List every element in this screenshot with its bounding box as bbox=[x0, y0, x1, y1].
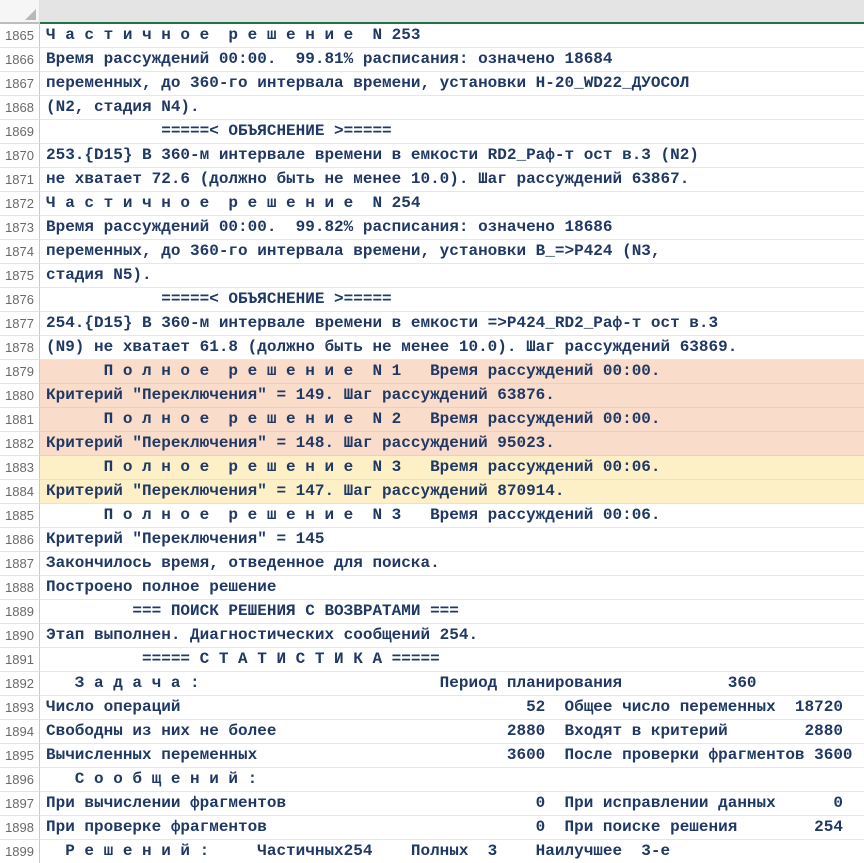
sheet-row bbox=[0, 240, 864, 264]
sheet-row bbox=[0, 456, 864, 480]
sheet-row bbox=[0, 480, 864, 504]
row-number[interactable]: 1869 bbox=[0, 120, 40, 144]
sheet-row bbox=[0, 552, 864, 576]
row-cell[interactable]: Критерий "Переключения" = 148. Шаг рассуждений 95023. bbox=[40, 432, 864, 456]
row-cell[interactable]: Ч а с т и ч н о е р е ш е н и е N 254 bbox=[40, 192, 864, 216]
row-number[interactable]: 1865 bbox=[0, 24, 40, 48]
sheet-row bbox=[0, 24, 864, 48]
sheet-row bbox=[0, 576, 864, 600]
row-number[interactable]: 1897 bbox=[0, 792, 40, 816]
sheet-row bbox=[0, 96, 864, 120]
row-cell[interactable]: З а д а ч а : Период планирования 360 bbox=[40, 672, 864, 696]
row-number[interactable]: 1872 bbox=[0, 192, 40, 216]
row-cell[interactable]: Критерий "Переключения" = 145 bbox=[40, 528, 864, 552]
row-cell[interactable]: Свободны из них не более 2880 Входят в критерий 2880 bbox=[40, 720, 864, 744]
sheet-header bbox=[0, 0, 864, 24]
row-number[interactable]: 1890 bbox=[0, 624, 40, 648]
row-number[interactable]: 1882 bbox=[0, 432, 40, 456]
row-cell[interactable]: Критерий "Переключения" = 149. Шаг рассуждений 63876. bbox=[40, 384, 864, 408]
row-cell[interactable]: переменных, до 360-го интервала времени, установки В_=>P424 (N3, bbox=[40, 240, 864, 264]
row-number[interactable]: 1884 bbox=[0, 480, 40, 504]
row-cell[interactable]: П о л н о е р е ш е н и е N 1 Время рассуждений 00:00. bbox=[40, 360, 864, 384]
select-all-triangle-icon bbox=[25, 9, 36, 20]
sheet-row bbox=[0, 264, 864, 288]
row-number[interactable]: 1880 bbox=[0, 384, 40, 408]
sheet-row bbox=[0, 768, 864, 792]
row-number[interactable]: 1881 bbox=[0, 408, 40, 432]
row-number[interactable]: 1887 bbox=[0, 552, 40, 576]
sheet-row bbox=[0, 144, 864, 168]
row-cell[interactable]: П о л н о е р е ш е н и е N 3 Время рассуждений 00:06. bbox=[40, 456, 864, 480]
row-number[interactable]: 1875 bbox=[0, 264, 40, 288]
row-number[interactable]: 1886 bbox=[0, 528, 40, 552]
row-cell[interactable]: Р е ш е н и й : Частичных254 Полных 3 Наилучшее 3-е bbox=[40, 840, 864, 863]
row-number[interactable]: 1885 bbox=[0, 504, 40, 528]
row-number[interactable]: 1873 bbox=[0, 216, 40, 240]
sheet-row bbox=[0, 696, 864, 720]
sheet-row bbox=[0, 72, 864, 96]
sheet-row bbox=[0, 600, 864, 624]
sheet-row bbox=[0, 720, 864, 744]
row-number[interactable]: 1883 bbox=[0, 456, 40, 480]
row-cell[interactable]: ===== С Т А Т И С Т И К А ===== bbox=[40, 648, 864, 672]
row-cell[interactable]: Этап выполнен. Диагностических сообщений 254. bbox=[40, 624, 864, 648]
row-number[interactable]: 1877 bbox=[0, 312, 40, 336]
row-cell[interactable]: Число операций 52 Общее число переменных 18720 bbox=[40, 696, 864, 720]
row-number[interactable]: 1899 bbox=[0, 840, 40, 863]
sheet-row bbox=[0, 744, 864, 768]
row-cell[interactable]: не хватает 72.6 (должно быть не менее 10.0). Шаг рассуждений 63867. bbox=[40, 168, 864, 192]
row-number[interactable]: 1889 bbox=[0, 600, 40, 624]
row-cell[interactable]: 254.{D15} В 360-м интервале времени в емкости =>P424_RD2_Раф-т ост в.3 bbox=[40, 312, 864, 336]
row-number[interactable]: 1891 bbox=[0, 648, 40, 672]
row-cell[interactable]: переменных, до 360-го интервала времени, установки Н-20_WD22_ДУОСОЛ bbox=[40, 72, 864, 96]
sheet-row bbox=[0, 48, 864, 72]
row-number[interactable]: 1874 bbox=[0, 240, 40, 264]
row-cell[interactable]: П о л н о е р е ш е н и е N 3 Время рассуждений 00:06. bbox=[40, 504, 864, 528]
row-cell[interactable]: 253.{D15} В 360-м интервале времени в емкости RD2_Раф-т ост в.3 (N2) bbox=[40, 144, 864, 168]
sheet-row bbox=[0, 336, 864, 360]
sheet-row bbox=[0, 216, 864, 240]
row-cell[interactable]: Закончилось время, отведенное для поиска. bbox=[40, 552, 864, 576]
sheet-row bbox=[0, 672, 864, 696]
row-number[interactable]: 1867 bbox=[0, 72, 40, 96]
select-all-corner[interactable] bbox=[0, 0, 40, 24]
row-number[interactable]: 1879 bbox=[0, 360, 40, 384]
sheet-row bbox=[0, 120, 864, 144]
row-number[interactable]: 1888 bbox=[0, 576, 40, 600]
sheet-row bbox=[0, 288, 864, 312]
sheet-row bbox=[0, 840, 864, 863]
row-cell[interactable]: Критерий "Переключения" = 147. Шаг рассуждений 870914. bbox=[40, 480, 864, 504]
row-cell[interactable]: При вычислении фрагментов 0 При исправлении данных 0 bbox=[40, 792, 864, 816]
sheet-row bbox=[0, 648, 864, 672]
row-cell[interactable]: П о л н о е р е ш е н и е N 2 Время рассуждений 00:00. bbox=[40, 408, 864, 432]
sheet-row bbox=[0, 360, 864, 384]
sheet-row bbox=[0, 816, 864, 840]
row-cell[interactable]: стадия N5). bbox=[40, 264, 864, 288]
row-number[interactable]: 1871 bbox=[0, 168, 40, 192]
sheet-row bbox=[0, 408, 864, 432]
row-cell[interactable]: При проверке фрагментов 0 При поиске решения 254 bbox=[40, 816, 864, 840]
sheet-row bbox=[0, 792, 864, 816]
row-cell[interactable]: === ПОИСК РЕШЕНИЯ С ВОЗВРАТАМИ === bbox=[40, 600, 864, 624]
row-cell[interactable]: (N9) не хватает 61.8 (должно быть не менее 10.0). Шаг рассуждений 63869. bbox=[40, 336, 864, 360]
row-cell[interactable]: Время рассуждений 00:00. 99.82% расписания: означено 18686 bbox=[40, 216, 864, 240]
column-header[interactable] bbox=[40, 0, 864, 24]
sheet-row bbox=[0, 504, 864, 528]
row-cell[interactable]: Построено полное решение bbox=[40, 576, 864, 600]
row-number[interactable]: 1894 bbox=[0, 720, 40, 744]
row-number[interactable]: 1878 bbox=[0, 336, 40, 360]
row-cell[interactable]: Вычисленных переменных 3600 После проверки фрагментов 3600 bbox=[40, 744, 864, 768]
row-number[interactable]: 1895 bbox=[0, 744, 40, 768]
sheet-row bbox=[0, 192, 864, 216]
row-number[interactable]: 1870 bbox=[0, 144, 40, 168]
sheet-row bbox=[0, 384, 864, 408]
row-number[interactable]: 1866 bbox=[0, 48, 40, 72]
row-number[interactable]: 1868 bbox=[0, 96, 40, 120]
row-cell[interactable]: =====< ОБЪЯСНЕНИЕ >===== bbox=[40, 120, 864, 144]
row-number[interactable]: 1893 bbox=[0, 696, 40, 720]
rows-container bbox=[0, 24, 864, 863]
sheet-row bbox=[0, 312, 864, 336]
row-cell[interactable]: =====< ОБЪЯСНЕНИЕ >===== bbox=[40, 288, 864, 312]
row-number[interactable]: 1896 bbox=[0, 768, 40, 792]
sheet-row bbox=[0, 168, 864, 192]
row-cell[interactable]: Ч а с т и ч н о е р е ш е н и е N 253 bbox=[40, 24, 864, 48]
row-number[interactable]: 1898 bbox=[0, 816, 40, 840]
sheet-row bbox=[0, 432, 864, 456]
sheet-row bbox=[0, 528, 864, 552]
row-cell[interactable]: (N2, стадия N4). bbox=[40, 96, 864, 120]
row-cell[interactable]: Время рассуждений 00:00. 99.81% расписания: означено 18684 bbox=[40, 48, 864, 72]
row-cell[interactable]: С о о б щ е н и й : bbox=[40, 768, 864, 792]
row-number[interactable]: 1892 bbox=[0, 672, 40, 696]
sheet-row bbox=[0, 624, 864, 648]
row-number[interactable]: 1876 bbox=[0, 288, 40, 312]
